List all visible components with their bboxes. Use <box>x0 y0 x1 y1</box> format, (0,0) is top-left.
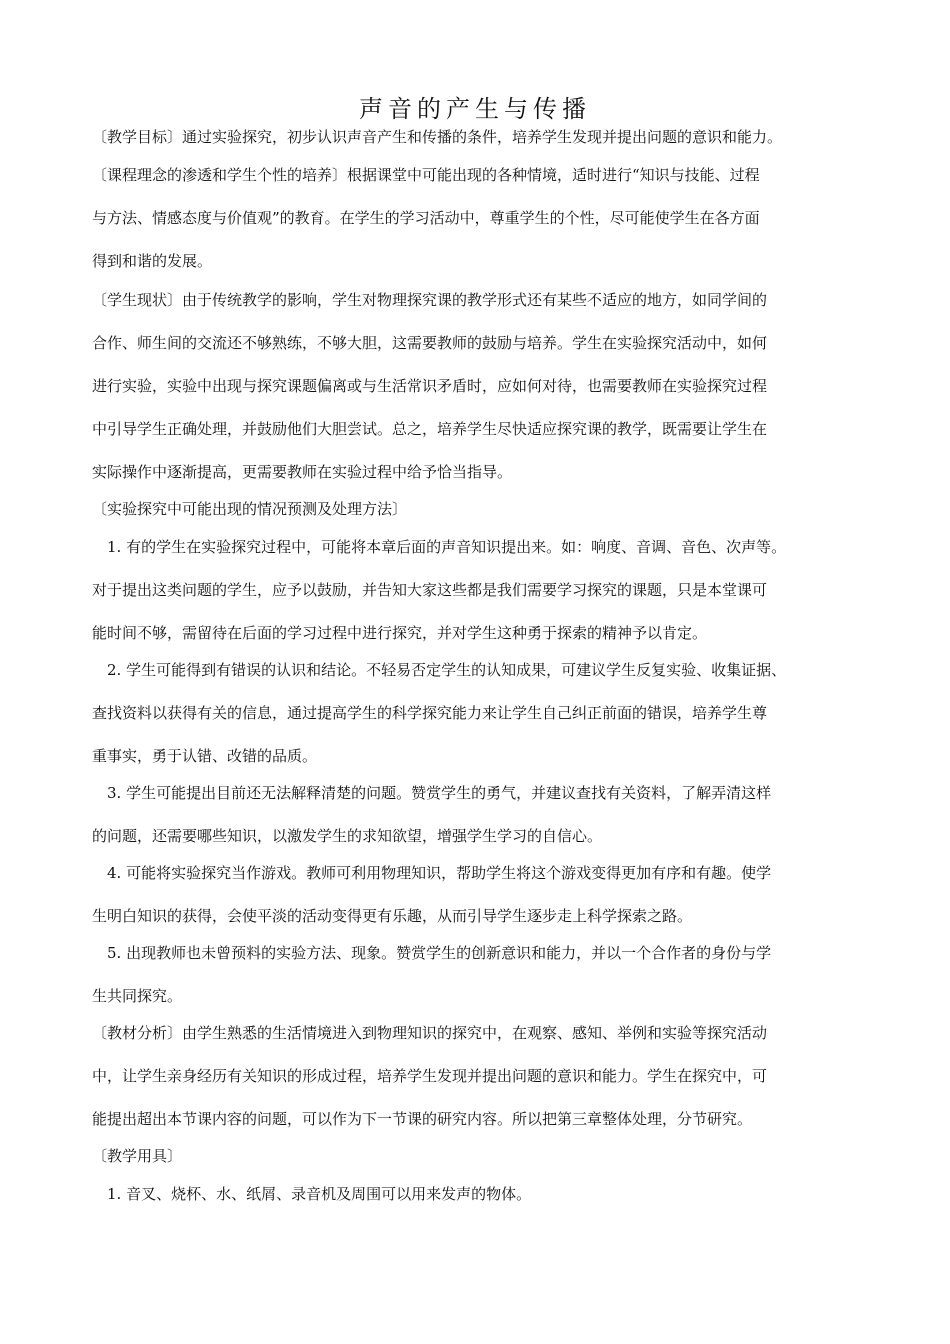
situation-1-line-1: 1. 有的学生在实验探究过程中，可能将本章后面的声音知识提出来。如：响度、音调、音色、次声等。 <box>107 538 787 556</box>
situation-5-line-1: 5. 出现教师也未曾预料的实验方法、现象。赞赏学生的创新意识和能力，并以一个合作者的身份与学 <box>107 944 772 962</box>
philosophy-paragraph-line-3: 得到和谐的发展。 <box>92 252 213 270</box>
situation-3-line-2: 的问题，还需要哪些知识，以激发学生的求知欲望，增强学生学习的自信心。 <box>92 827 603 845</box>
situation-1-line-3: 能时间不够，需留待在后面的学习过程中进行探究，并对学生这种勇于探索的精神予以肯定。 <box>92 624 708 642</box>
student-status-line-1: 〔学生现状〕由于传统教学的影响，学生对物理探究课的教学形式还有某些不适应的地方，如同学间的 <box>92 291 768 309</box>
textbook-analysis-line-3: 能提出超出本节课内容的问题，可以作为下一节课的研究内容。所以把第三章整体处理，分节研究。 <box>92 1110 753 1128</box>
situation-1-line-2: 对于提出这类问题的学生，应予以鼓励，并告知大家这些都是我们需要学习探究的课题，只是本堂课可 <box>92 581 768 599</box>
objectives-paragraph: 〔教学目标〕通过实验探究，初步认识声音产生和传播的条件，培养学生发现并提出问题的意识和能力。 <box>92 128 783 146</box>
student-status-line-5: 实际操作中逐渐提高，更需要教师在实验过程中给予恰当指导。 <box>92 463 513 481</box>
situation-2-line-2: 查找资料以获得有关的信息，通过提高学生的科学探究能力来让学生自己纠正前面的错误，培养学生尊 <box>92 704 768 722</box>
student-status-line-2: 合作、师生间的交流还不够熟练，不够大胆，这需要教师的鼓励与培养。学生在实验探究活动中，如何 <box>92 334 768 352</box>
textbook-analysis-line-1: 〔教材分析〕由学生熟悉的生活情境进入到物理知识的探究中，在观察、感知、举例和实验等探究活动 <box>92 1024 768 1042</box>
situation-5-line-2: 生共同探究。 <box>92 987 183 1005</box>
situations-heading: 〔实验探究中可能出现的情况预测及处理方法〕 <box>92 500 408 518</box>
teaching-tools-item-1: 1. 音叉、烧杯、水、纸屑、录音机及周围可以用来发声的物体。 <box>107 1185 532 1203</box>
situation-4-line-2: 生明白知识的获得，会使平淡的活动变得更有乐趣，从而引导学生逐步走上科学探索之路。 <box>92 907 693 925</box>
document-title: 声音的产生与传播 <box>359 95 591 123</box>
philosophy-paragraph-line-1: 〔课程理念的渗透和学生个性的培养〕根据课堂中可能出现的各种情境，适时进行“知识与技能、过程 <box>92 166 760 184</box>
situation-2-line-3: 重事实，勇于认错、改错的品质。 <box>92 747 318 765</box>
student-status-line-3: 进行实验，实验中出现与探究课题偏离或与生活常识矛盾时，应如何对待，也需要教师在实验探究过程 <box>92 377 768 395</box>
philosophy-paragraph-line-2: 与方法、情感态度与价值观”的教育。在学生的学习活动中，尊重学生的个性，尽可能使学生在各方面 <box>92 209 760 227</box>
teaching-tools-heading: 〔教学用具〕 <box>92 1147 183 1165</box>
situation-4-line-1: 4. 可能将实验探究当作游戏。教师可利用物理知识，帮助学生将这个游戏变得更加有序和有趣。使学 <box>107 864 772 882</box>
textbook-analysis-line-2: 中，让学生亲身经历有关知识的形成过程，培养学生发现并提出问题的意识和能力。学生在探究中，可 <box>92 1067 768 1085</box>
situation-3-line-1: 3. 学生可能提出目前还无法解释清楚的问题。赞赏学生的勇气，并建议查找有关资料，了解弄清这样 <box>107 784 772 802</box>
student-status-line-4: 中引导学生正确处理，并鼓励他们大胆尝试。总之，培养学生尽快适应探究课的教学，既需要让学生在 <box>92 420 768 438</box>
situation-2-line-1: 2. 学生可能得到有错误的认识和结论。不轻易否定学生的认知成果，可建议学生反复实验、收集证据、 <box>107 661 787 679</box>
